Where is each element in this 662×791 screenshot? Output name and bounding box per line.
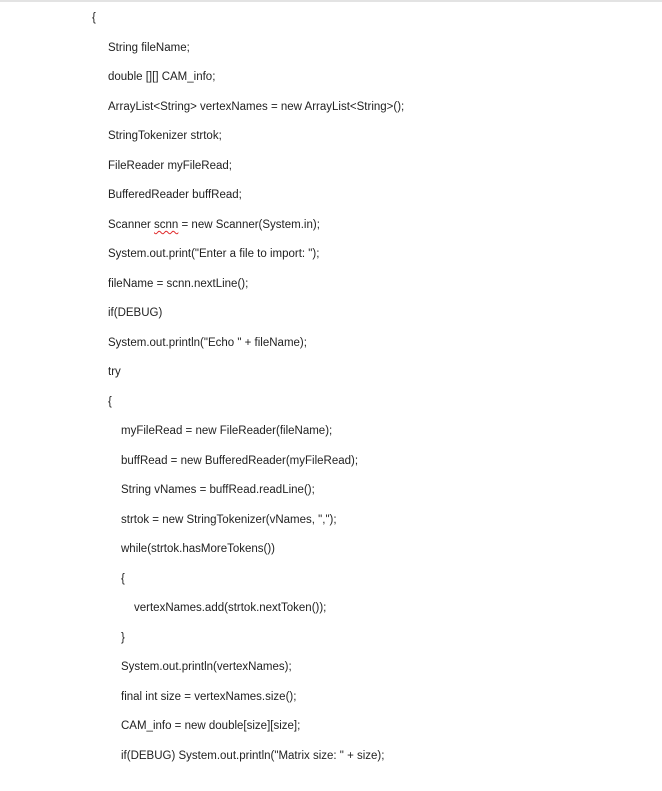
code-line-10: fileName = scnn.nextLine(); bbox=[108, 278, 249, 290]
code-line-5: StringTokenizer strtok; bbox=[108, 130, 222, 142]
code-line-26: if(DEBUG) System.out.println("Matrix size: " + size); bbox=[121, 750, 385, 762]
code-line-2: String fileName; bbox=[108, 42, 190, 54]
code-line-11: if(DEBUG) bbox=[108, 307, 163, 319]
code-line-18: strtok = new StringTokenizer(vNames, ","); bbox=[121, 514, 337, 526]
code-line-21: vertexNames.add(strtok.nextToken()); bbox=[134, 602, 327, 614]
code-line-23: System.out.println(vertexNames); bbox=[121, 661, 292, 673]
code-line-13: try bbox=[108, 366, 121, 378]
code-line-3: double [][] CAM_info; bbox=[108, 71, 216, 83]
code-line-17: String vNames = buffRead.readLine(); bbox=[121, 484, 315, 496]
code-line-9: System.out.print("Enter a file to import: "); bbox=[108, 248, 320, 260]
code-line-8-before: Scanner bbox=[108, 219, 155, 231]
code-line-15: myFileRead = new FileReader(fileName); bbox=[121, 425, 333, 437]
code-line-1: { bbox=[92, 12, 96, 24]
code-line-12: System.out.println("Echo " + fileName); bbox=[108, 337, 307, 349]
code-line-8 bbox=[108, 218, 320, 232]
code-line-8-after: = new Scanner(System.in); bbox=[178, 219, 320, 231]
code-line-22: } bbox=[121, 632, 125, 644]
code-line-7: BufferedReader buffRead; bbox=[108, 189, 242, 201]
code-line-20: { bbox=[121, 573, 125, 585]
code-line-19: while(strtok.hasMoreTokens()) bbox=[121, 543, 276, 555]
code-line-4: ArrayList<String> vertexNames = new ArrayList<String>(); bbox=[108, 101, 405, 113]
code-line-14: { bbox=[108, 396, 112, 408]
spellcheck-flagged-word[interactable]: scnn bbox=[154, 219, 179, 231]
code-line-6: FileReader myFileRead; bbox=[108, 160, 232, 172]
code-line-16: buffRead = new BufferedReader(myFileRead); bbox=[121, 455, 359, 467]
code-line-24: final int size = vertexNames.size(); bbox=[121, 691, 297, 703]
code-line-25: CAM_info = new double[size][size]; bbox=[121, 720, 301, 732]
